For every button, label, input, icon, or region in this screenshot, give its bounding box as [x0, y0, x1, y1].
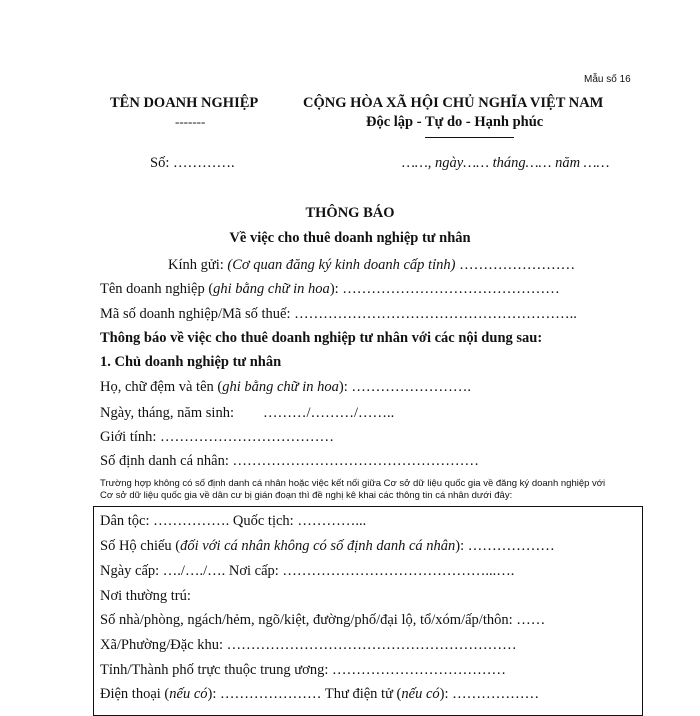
- notice-intro: Thông báo về việc cho thuê doanh nghiệp tư nhân với các nội dung sau:: [100, 330, 543, 346]
- form-number: Mẫu số 16: [584, 74, 631, 85]
- enterprise-name-dots: ): ………………………………………: [329, 281, 560, 297]
- owner-dob-line: Ngày, tháng, năm sinh: ………/………/……..: [100, 405, 395, 421]
- id-note: Trường hợp không có số định danh cá nhân hoặc việc kết nối giữa Cơ sở dữ liệu quốc gia về đăng ký doanh nghiệp với Cơ sở dữ liệu quốc gia về dân cư bị gián đoạn thì đề nghị kê khai các thông tin cá nhân dưới đây:: [100, 478, 606, 501]
- enterprise-code-line: Mã số doanh nghiệp/Mã số thuế: …………………………………………………..: [100, 306, 577, 322]
- ward-line: Xã/Phường/Đặc khu: ……………………………………………………: [100, 637, 517, 653]
- document-title: THÔNG BÁO: [305, 205, 395, 221]
- document-date: ……, ngày…… tháng…… năm ……: [402, 155, 610, 171]
- recipient-dots: ……………………: [455, 257, 576, 273]
- motto: Độc lập - Tự do - Hạnh phúc: [366, 114, 544, 130]
- passport-line: [100, 538, 555, 555]
- residence-label: Nơi thường trú:: [100, 588, 191, 604]
- document-subtitle: Về việc cho thuê doanh nghiệp tư nhân: [229, 230, 471, 246]
- passport-label: Số Hộ chiếu (: [100, 538, 181, 554]
- owner-fullname-line: [100, 379, 471, 396]
- org-dash: -------: [175, 114, 206, 129]
- org-name: TÊN DOANH NGHIỆP: [110, 95, 259, 111]
- street-line: Số nhà/phòng, ngách/hẻm, ngõ/kiệt, đường/phố/đại lộ, tổ/xóm/ấp/thôn: ……: [100, 612, 546, 628]
- phone-hint: nếu có: [169, 686, 208, 702]
- document-number: Số: ………….: [150, 155, 235, 171]
- section1-heading: 1. Chủ doanh nghiệp tư nhân: [100, 354, 282, 370]
- owner-fullname-label: Họ, chữ đệm và tên (: [100, 379, 223, 395]
- enterprise-name-label: Tên doanh nghiệp (: [100, 281, 214, 297]
- motto-underline: [425, 137, 514, 138]
- nation-title: CỘNG HÒA XÃ HỘI CHỦ NGHĨA VIỆT NAM: [303, 95, 604, 111]
- contact-line: [100, 686, 539, 703]
- recipient-label: Kính gửi:: [168, 257, 224, 273]
- email-dots: ): ………………: [439, 686, 540, 702]
- recipient-value: (Cơ quan đăng ký kinh doanh cấp tỉnh): [227, 257, 456, 273]
- owner-fullname-hint: ghi bằng chữ in hoa: [222, 379, 339, 395]
- province-line: Tỉnh/Thành phố trực thuộc trung ương: ………………………………: [100, 662, 506, 678]
- enterprise-name-hint: ghi bằng chữ in hoa: [213, 281, 330, 297]
- owner-gender-line: Giới tính: ………………………………: [100, 429, 335, 445]
- passport-dots: ): ………………: [455, 538, 555, 554]
- phone-dots: ): ………………… Thư điện tử (: [207, 686, 402, 702]
- phone-label: Điện thoại (: [100, 686, 170, 702]
- ethnic-nationality-line: Dân tộc: ……………. Quốc tịch: …………...: [100, 513, 367, 529]
- passport-hint: đối với cá nhân không có số định danh cá nhân: [180, 538, 456, 554]
- issue-line: Ngày cấp: …./…./…. Nơi cấp: ……………………………………...….: [100, 563, 515, 579]
- owner-fullname-dots: ): …………………….: [338, 379, 471, 395]
- email-hint: nếu có: [401, 686, 440, 702]
- recipient-line: [168, 257, 575, 274]
- owner-id-line: Số định danh cá nhân: ……………………………………………: [100, 453, 479, 469]
- enterprise-name-line: [100, 281, 560, 298]
